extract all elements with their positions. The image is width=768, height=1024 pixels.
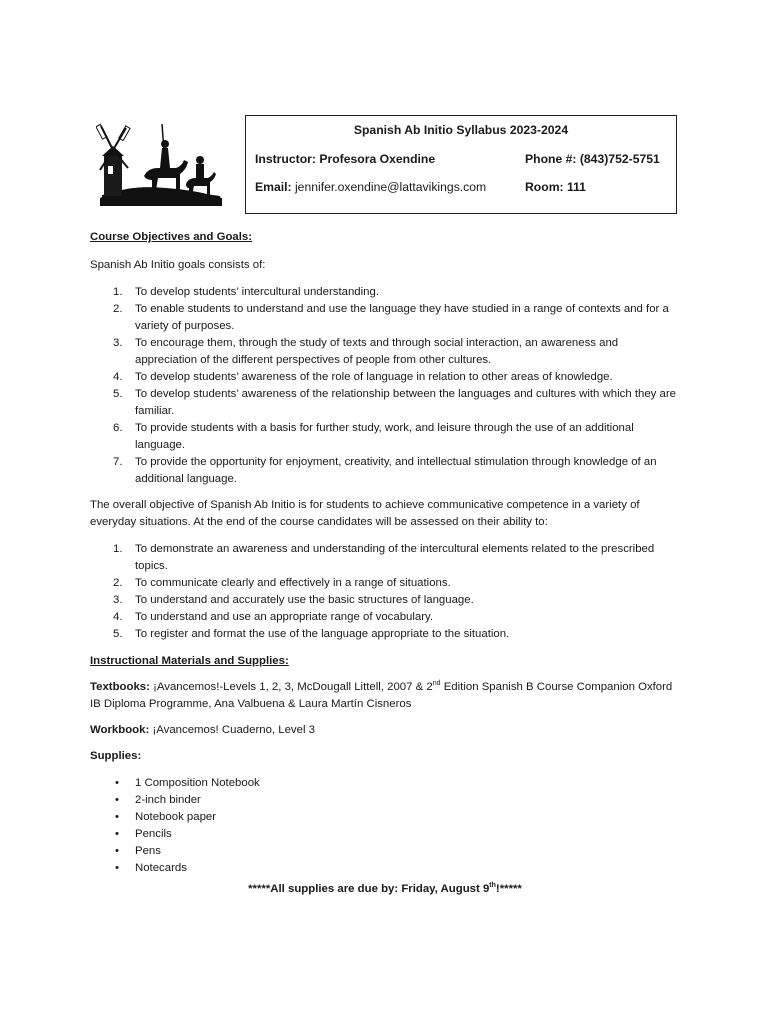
instructor-name: Instructor: Profesora Oxendine	[255, 152, 436, 166]
email-label: Email:	[255, 180, 292, 194]
syllabus-title: Spanish Ab Initio Syllabus 2023-2024	[353, 123, 569, 137]
list-item: 4. To understand and use an appropriate range of vocabulary.	[113, 611, 434, 623]
list-item: 2. To enable students to understand and use the language they have studied in a range of contexts and for a variety of purposes.	[113, 303, 669, 332]
header-info-box	[245, 115, 677, 214]
textbooks-label: Textbooks:	[90, 681, 150, 693]
list-item: • Pens	[115, 843, 680, 860]
bullet-icon: •	[115, 794, 119, 806]
list-item: 6. To provide students with a basis for further study, work, and leisure through the use of an additional language.	[113, 422, 634, 451]
list-item: 2. To communicate clearly and effectively in a range of situations.	[113, 577, 451, 589]
list-item: • Notecards	[115, 860, 680, 877]
list-item: 4. To develop students’ awareness of the role of language in relation to other areas of knowledge.	[113, 371, 613, 383]
workbook-paragraph: Workbook: ¡Avancemos! Cuaderno, Level 3	[90, 724, 315, 736]
list-item: 3. To encourage them, through the study of texts and through social interaction, an awareness and appreciation of the different perspectives of people from other cultures.	[113, 337, 619, 366]
list-item: 1. To demonstrate an awareness and understanding of the intercultural elements related to the prescribed topics.	[113, 543, 655, 572]
list-item: • 2-inch binder	[115, 792, 680, 809]
bullet-icon: •	[115, 845, 119, 857]
bullet-icon: •	[115, 828, 119, 840]
bullet-icon: •	[115, 862, 119, 874]
supplies-due-note: *****All supplies are due by: Friday, August 9th!*****	[248, 882, 522, 895]
workbook-label: Workbook:	[90, 724, 150, 736]
assessment-list	[115, 541, 680, 643]
supplies-list	[115, 775, 680, 877]
objectives-list	[115, 284, 680, 488]
list-item: 1. To develop students’ intercultural understanding.	[113, 286, 379, 298]
list-item: • 1 Composition Notebook	[115, 775, 680, 792]
list-item: 5. To develop students’ awareness of the relationship between the languages and cultures with which they are familiar.	[113, 388, 676, 417]
textbooks-paragraph: Textbooks: ¡Avancemos!-Levels 1, 2, 3, McDougall Littell, 2007 & 2nd Edition Spanish B Course Companion Oxford IB Diploma Programme, Ana Valbuena & Laura Martín Cisneros	[90, 680, 673, 710]
list-item: 3. To understand and accurately use the basic structures of language.	[113, 594, 474, 606]
overall-objective-paragraph: The overall objective of Spanish Ab Initio is for students to achieve communicative competence in a variety of everyday situations. At the end of the course candidates will be assessed on their ability to:	[90, 499, 640, 528]
bullet-icon: •	[115, 777, 119, 789]
objectives-intro: Spanish Ab Initio goals consists of:	[90, 259, 266, 271]
bullet-icon: •	[115, 811, 119, 823]
objectives-heading: Course Objectives and Goals:	[90, 231, 253, 243]
list-item: • Notebook paper	[115, 809, 680, 826]
email-link[interactable]: jennifer.oxendine@lattavikings.com	[294, 180, 487, 194]
list-item: • Pencils	[115, 826, 680, 843]
phone-number: Phone #: (843)752-5751	[525, 152, 660, 166]
email-block	[255, 179, 486, 196]
list-item: 7. To provide the opportunity for enjoyment, creativity, and intellectual stimulation through knowledge of an additional language.	[113, 456, 657, 485]
don-quixote-logo-icon	[96, 118, 226, 206]
list-item: 5. To register and format the use of the language appropriate to the situation.	[113, 628, 510, 640]
supplies-label: Supplies:	[90, 750, 142, 762]
syllabus-body	[90, 229, 680, 898]
room-number: Room: 111	[525, 180, 586, 194]
materials-heading: Instructional Materials and Supplies:	[90, 655, 289, 667]
